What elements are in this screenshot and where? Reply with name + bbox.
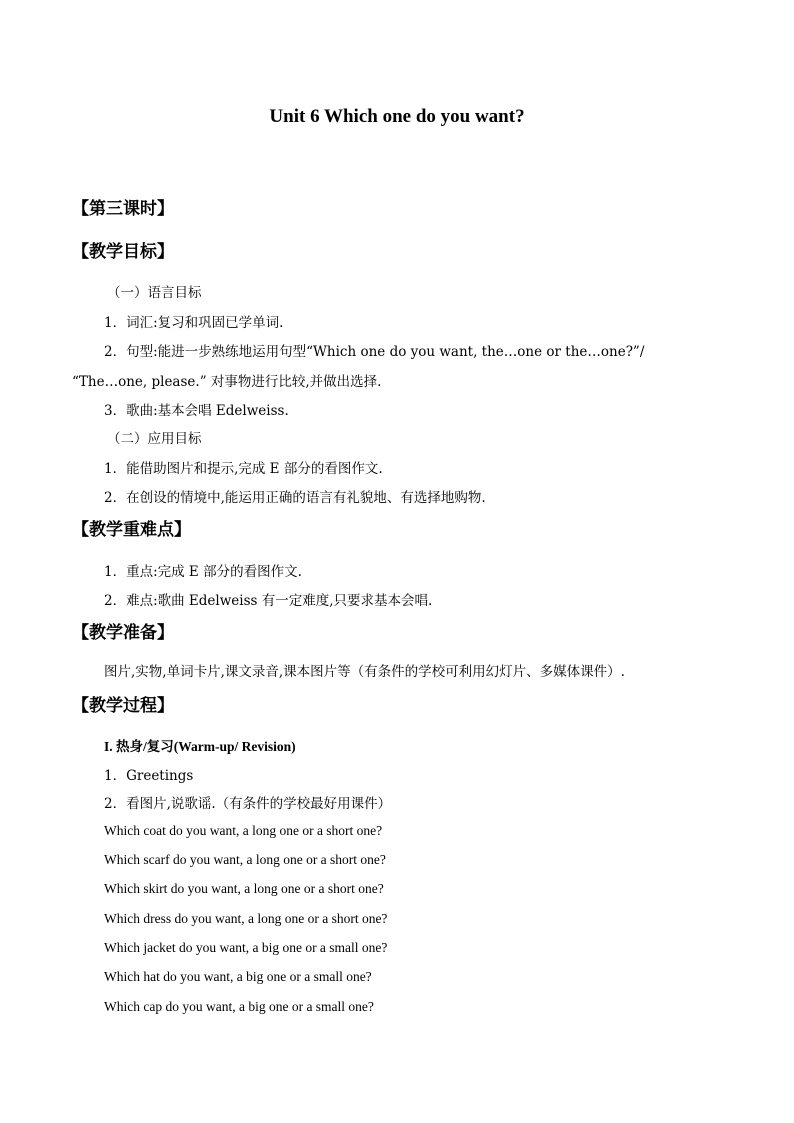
document-title: Unit 6 Which one do you want? — [269, 106, 525, 127]
chant-line: Which scarf do you want, a long one or a short one? — [104, 852, 386, 867]
lesson-label: 【第三课时】 — [72, 199, 174, 219]
objective-item-sentence-line2: “The…one, please.” 对事物进行比较,并做出选择. — [72, 374, 382, 390]
objectives-heading: 【教学目标】 — [72, 242, 174, 262]
key-points-heading: 【教学重难点】 — [72, 520, 191, 540]
section-warm-up: I. 热身/复习(Warm-up/ Revision) — [104, 739, 296, 754]
objective-item-sentence-line1: 2．句型:能进一步熟练地运用句型“Which one do you want, the…one or the…one?”/ — [104, 344, 645, 360]
chant-line: Which cap do you want, a big one or a small one? — [104, 999, 374, 1014]
objective-item-vocabulary: 1．词汇:复习和巩固已学单词. — [104, 315, 284, 331]
process-heading: 【教学过程】 — [72, 696, 174, 716]
application-goal-subheading: （二）应用目标 — [107, 431, 202, 447]
process-item-chant-intro: 2．看图片,说歌谣.（有条件的学校最好用课件） — [104, 796, 392, 812]
preparation-heading: 【教学准备】 — [72, 623, 174, 643]
language-goal-subheading: （一）语言目标 — [107, 285, 202, 301]
chant-line: Which skirt do you want, a long one or a short one? — [104, 881, 384, 896]
application-item-1: 1．能借助图片和提示,完成 E 部分的看图作文. — [104, 461, 383, 477]
process-item-greetings: 1．Greetings — [104, 768, 194, 784]
application-item-2: 2．在创设的情境中,能运用正确的语言有礼貌地、有选择地购物. — [104, 490, 486, 506]
chant-line: Which hat do you want, a big one or a small one? — [104, 969, 372, 984]
key-point-item-2: 2．难点:歌曲 Edelweiss 有一定难度,只要求基本会唱. — [104, 593, 433, 609]
preparation-text: 图片,实物,单词卡片,课文录音,课本图片等（有条件的学校可利用幻灯片、多媒体课件）. — [104, 664, 625, 680]
chant-line: Which coat do you want, a long one or a short one? — [104, 823, 383, 838]
chant-line: Which jacket do you want, a big one or a small one? — [104, 940, 388, 955]
key-point-item-1: 1．重点:完成 E 部分的看图作文. — [104, 564, 302, 580]
objective-item-song: 3．歌曲:基本会唱 Edelweiss. — [104, 403, 289, 419]
chant-line: Which dress do you want, a long one or a short one? — [104, 911, 388, 926]
